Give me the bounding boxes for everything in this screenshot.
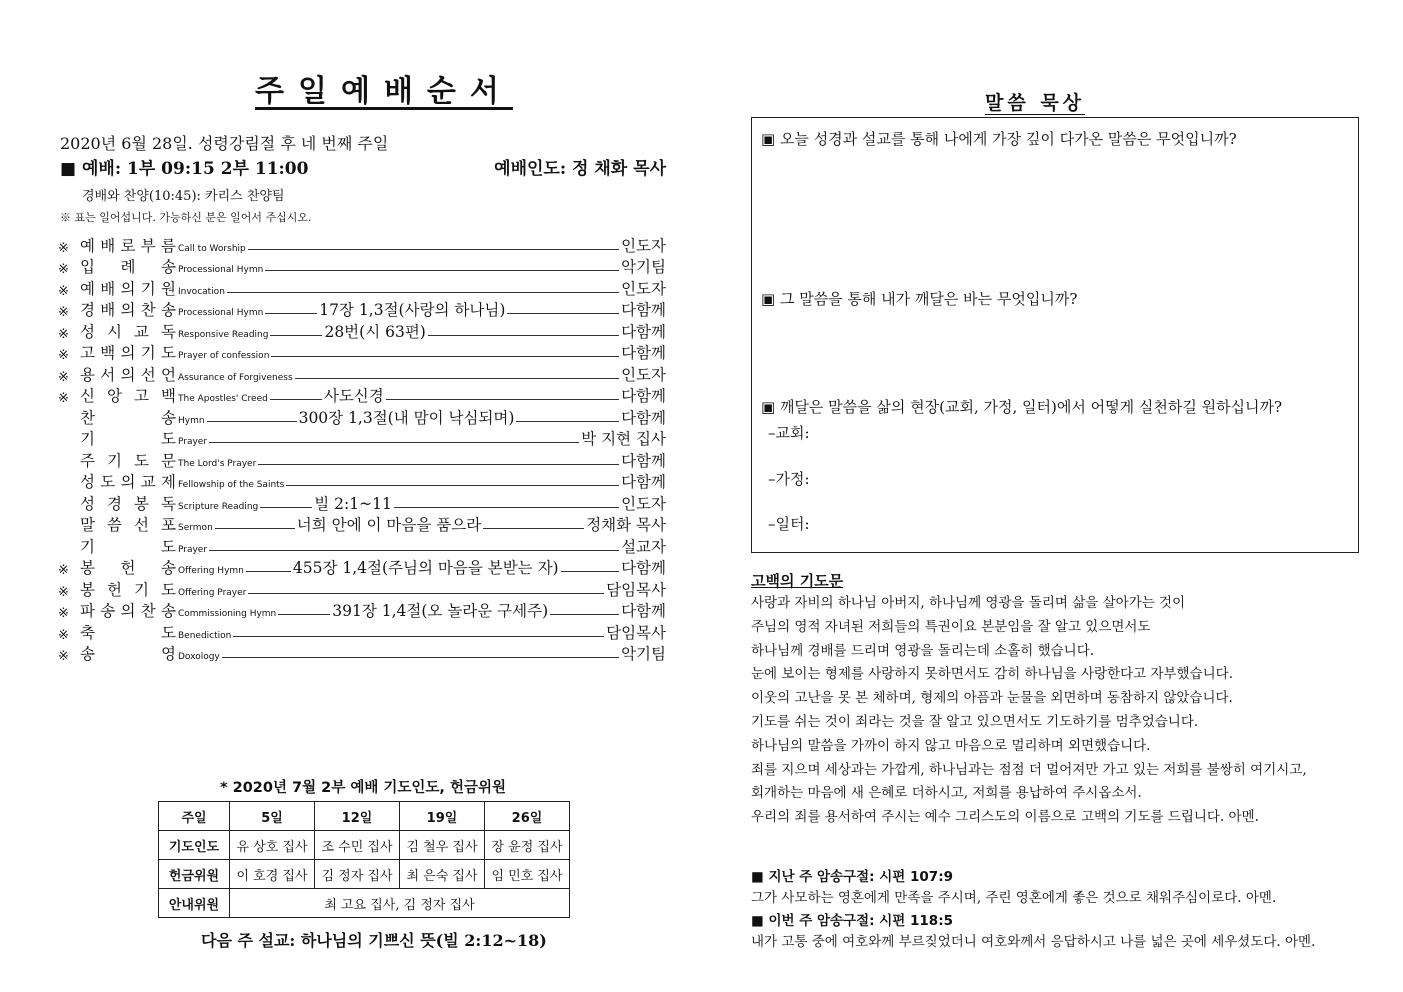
leader-line <box>265 313 317 314</box>
order-item <box>58 471 666 493</box>
order-item-english: Doxology <box>178 652 220 662</box>
order-item <box>58 299 666 321</box>
order-item-english: Invocation <box>178 286 225 297</box>
sub-work: –일터: <box>768 515 810 533</box>
order-item <box>58 557 666 579</box>
order-item-leader: 다함께 <box>621 473 666 491</box>
order-item-leader: 인도자 <box>621 494 666 513</box>
leader-line <box>278 614 330 615</box>
next-sermon: 다음 주 설교: 하나님의 기쁘신 뜻(빌 2:12~18) <box>201 931 547 950</box>
page-title: 주일예배순서 <box>255 74 513 109</box>
order-item-leader: 악기팀 <box>621 645 666 663</box>
order-item-name: 봉 헌 송 <box>80 559 176 577</box>
table-row <box>159 860 570 889</box>
order-item-leader: 다함께 <box>621 387 666 405</box>
order-item-name: 입 례 송 <box>80 258 176 276</box>
leader-line <box>246 571 291 572</box>
order-item-detail: 사도신경 <box>323 387 384 405</box>
order-item-english: The Apostles' Creed <box>178 394 268 404</box>
confession-line: 회개하는 마음에 새 은혜로 더하시고, 저희를 용납하여 주시옵소서. <box>751 785 1142 802</box>
leader-line <box>209 550 619 551</box>
order-item-name: 신 앙 고 백 <box>80 387 176 405</box>
order-item-english: Prayer <box>178 437 208 447</box>
table-row <box>159 889 570 918</box>
table-header-cell: 26일 <box>485 802 570 831</box>
leader-line <box>209 442 579 443</box>
schedule-table <box>158 801 570 918</box>
order-item-leader: 다함께 <box>621 344 666 362</box>
leader-line <box>222 657 619 658</box>
order-item-english: The Lord's Prayer <box>178 458 257 469</box>
order-item-leader: 담임목사 <box>606 580 666 599</box>
leader-line <box>258 464 619 465</box>
table-header-cell: 주일 <box>159 802 230 831</box>
order-item-name: 성 도 의 교 제 <box>80 473 176 491</box>
date-line: 2020년 6월 28일. 성령강림절 후 네 번째 주일 <box>60 134 389 153</box>
confession-line: 이웃의 고난을 못 본 체하며, 형제의 아픔과 눈물을 외면하며 동참하지 않았습니다. <box>751 690 1233 707</box>
order-item-name: 용 서 의 선 언 <box>80 365 176 384</box>
leader-line <box>271 356 619 357</box>
meditation-title: 말씀 묵상 <box>985 92 1086 114</box>
order-item-leader: 다함께 <box>621 559 666 577</box>
order-item-name: 파 송 의 찬 송 <box>80 602 176 620</box>
leader-line <box>260 507 312 508</box>
leader-line <box>428 335 619 336</box>
order-item-detail: 17장 1,3절(사랑의 하나님) <box>319 301 506 319</box>
order-item <box>58 428 666 450</box>
order-item-leader: 다함께 <box>621 451 666 470</box>
table-cell: 조 수민 집사 <box>315 831 400 860</box>
table-cell: 이 호경 집사 <box>230 860 315 889</box>
order-item-english: Hymn <box>178 415 205 426</box>
order-item <box>58 535 666 557</box>
table-row <box>159 831 570 860</box>
order-item <box>58 600 666 622</box>
order-item-leader: 설교자 <box>621 537 666 556</box>
order-item-detail: 391장 1,4절(오 놀라운 구세주) <box>332 602 549 620</box>
stand-mark: ※ <box>58 305 69 320</box>
order-item-detail: 455장 1,4절(주님의 마음을 본받는 자) <box>292 559 559 577</box>
leader-line <box>227 292 619 293</box>
order-item-leader: 다함께 <box>621 322 666 341</box>
leader-line <box>507 313 619 314</box>
order-item-name: 성 경 봉 독 <box>80 494 176 513</box>
order-item-english: Prayer <box>178 544 208 555</box>
order-item-name: 송 영 <box>80 645 176 663</box>
table-cell: 최 고요 집사, 김 정자 집사 <box>230 889 570 918</box>
table-cell: 최 은숙 집사 <box>400 860 485 889</box>
leader-line <box>483 528 584 529</box>
question-3: ▣ 깨달은 말씀을 삶의 현장(교회, 가정, 일터)에서 어떻게 실천하길 원하십니까? <box>761 398 1283 416</box>
order-item-english: Scripture Reading <box>178 501 259 512</box>
worship-order-list <box>58 234 666 664</box>
order-item-english: Call to Worship <box>178 243 246 254</box>
order-item-name: 기 도 <box>80 537 176 556</box>
question-2: ▣ 그 말씀을 통해 내가 깨달은 바는 무엇입니까? <box>761 290 1078 308</box>
order-item <box>58 449 666 471</box>
sub-church: –교회: <box>768 424 810 442</box>
order-item-english: Prayer of confession <box>178 351 270 361</box>
order-item-name: 고 백 의 기 도 <box>80 344 176 362</box>
leader-line <box>394 507 619 508</box>
table-row <box>159 802 570 831</box>
table-header-cell: 12일 <box>315 802 400 831</box>
order-item <box>58 256 666 278</box>
order-item <box>58 320 666 342</box>
stand-mark: ※ <box>58 584 69 600</box>
stand-mark: ※ <box>58 348 69 363</box>
order-item-english: Benediction <box>178 630 232 641</box>
stand-mark: ※ <box>58 240 69 256</box>
this-week-verse-text: 내가 고통 중에 여호와께 부르짖었더니 여호와께서 응답하시고 나를 넓은 곳에 세우셨도다. 아멘. <box>751 934 1316 950</box>
order-item <box>58 234 666 256</box>
order-item <box>58 578 666 600</box>
order-item <box>58 406 666 428</box>
stand-mark: ※ <box>58 563 69 578</box>
order-item-name: 예 배 의 기 원 <box>80 279 176 298</box>
leader-line <box>386 399 619 400</box>
order-item-leader: 인도자 <box>621 365 666 384</box>
order-item-name: 봉 헌 기 도 <box>80 580 176 599</box>
order-item-english: Offering Hymn <box>178 566 244 576</box>
table-cell: 유 상호 집사 <box>230 831 315 860</box>
order-item-english: Responsive Reading <box>178 329 269 340</box>
order-item-name: 예 배 로 부 름 <box>80 236 176 255</box>
order-item-leader: 다함께 <box>621 408 666 427</box>
leader-line <box>270 335 322 336</box>
table-row-label: 헌금위원 <box>159 860 230 889</box>
leader-line <box>248 593 604 594</box>
leader-line <box>215 528 295 529</box>
order-item-english: Processional Hymn <box>178 308 264 318</box>
order-item-leader: 인도자 <box>621 236 666 255</box>
leader-line <box>561 571 619 572</box>
order-item-detail: 300장 1,3절(내 맘이 낙심되며) <box>298 408 515 427</box>
order-item <box>58 492 666 514</box>
stand-mark: ※ <box>58 649 69 664</box>
order-item <box>58 342 666 364</box>
table-header-cell: 19일 <box>400 802 485 831</box>
order-item <box>58 363 666 385</box>
stand-note: ※ 표는 일어섭니다. 가능하신 분은 일어서 주십시오. <box>60 211 312 224</box>
stand-mark: ※ <box>58 627 69 643</box>
leader-line <box>265 270 619 271</box>
order-item-english: Sermon <box>178 523 213 533</box>
last-week-verse-label: ■ 지난 주 암송구절: 시편 107:9 <box>751 869 953 885</box>
confession-line: 죄를 지으며 세상과는 가깝게, 하나님과는 점점 더 멀어져만 가고 있는 저희를 불쌍히 여기시고, <box>751 761 1307 778</box>
leader-line <box>207 421 297 422</box>
stand-mark: ※ <box>58 262 69 277</box>
leader-line <box>286 485 619 486</box>
stand-mark: ※ <box>58 326 69 342</box>
order-item-detail: 28번(시 63편) <box>324 322 426 341</box>
confession-text <box>751 592 1307 830</box>
praise-line: 경배와 찬양(10:45): 카리스 찬양팀 <box>82 189 285 204</box>
order-item-name: 성 시 교 독 <box>80 322 176 341</box>
order-item-name: 말 씀 선 포 <box>80 516 176 534</box>
table-cell: 김 철우 집사 <box>400 831 485 860</box>
table-row-label: 안내위원 <box>159 889 230 918</box>
order-item-name: 주 기 도 문 <box>80 451 176 470</box>
confession-line: 눈에 보이는 형제를 사랑하지 못하면서도 감히 하나님을 사랑한다고 자부했습니다. <box>751 666 1234 683</box>
stand-mark: ※ <box>58 391 69 406</box>
confession-line: 하나님의 말씀을 가까이 하지 않고 마음으로 멀리하며 외면했습니다. <box>751 737 1151 754</box>
leader-line <box>295 378 619 379</box>
table-row-label: 기도인도 <box>159 831 230 860</box>
leader-line <box>516 421 619 422</box>
order-item-detail: 너희 안에 이 마음을 품으라 <box>296 516 482 534</box>
stand-mark: ※ <box>58 283 69 299</box>
service-times: ■ 예배: 1부 09:15 2부 11:00 <box>60 159 309 179</box>
this-week-verse-label: ■ 이번 주 암송구절: 시편 118:5 <box>751 913 953 929</box>
leader-line <box>248 249 619 250</box>
schedule-title: * 2020년 7월 2부 예배 기도인도, 헌금위원 <box>220 780 507 796</box>
table-cell: 장 윤정 집사 <box>485 831 570 860</box>
leader-line <box>233 636 604 637</box>
order-item-leader: 담임목사 <box>606 623 666 642</box>
leader-line <box>550 614 619 615</box>
order-item <box>58 514 666 536</box>
order-item-leader: 악기팀 <box>621 258 666 276</box>
order-item-leader: 다함께 <box>621 301 666 319</box>
table-header-cell: 5일 <box>230 802 315 831</box>
order-item-leader: 다함께 <box>621 602 666 620</box>
order-item-name: 찬 송 <box>80 408 176 427</box>
order-item-name: 경 배 의 찬 송 <box>80 301 176 319</box>
order-item-detail: 빌 2:1~11 <box>314 494 392 513</box>
order-item-english: Assurance of Forgiveness <box>178 372 293 383</box>
confession-line: 주님의 영적 자녀된 저희들의 특권이요 본분임을 잘 알고 있으면서도 <box>751 618 1151 635</box>
confession-line: 하나님께 경배를 드리며 영광을 돌리는데 소홀히 했습니다. <box>751 642 1095 659</box>
order-item-english: Offering Prayer <box>178 587 247 598</box>
order-item <box>58 385 666 407</box>
order-item-name: 기 도 <box>80 430 176 448</box>
table-cell: 김 정자 집사 <box>315 860 400 889</box>
order-item <box>58 643 666 665</box>
order-item-name: 축 도 <box>80 623 176 642</box>
stand-mark: ※ <box>58 606 69 621</box>
order-item-english: Processional Hymn <box>178 265 264 275</box>
stand-mark: ※ <box>58 369 69 385</box>
confession-line: 우리의 죄를 용서하여 주시는 예수 그리스도의 이름으로 고백의 기도를 드립니다. 아멘. <box>751 809 1259 826</box>
order-item <box>58 277 666 299</box>
confession-line: 기도를 쉬는 것이 죄라는 것을 잘 알고 있으면서도 기도하기를 멈추었습니다. <box>751 713 1199 730</box>
service-info <box>60 154 666 179</box>
order-item-english: Fellowship of the Saints <box>178 480 285 490</box>
sub-home: –가정: <box>768 470 810 488</box>
question-1: ▣ 오늘 성경과 설교를 통해 나에게 가장 깊이 다가온 말씀은 무엇입니까? <box>761 130 1237 148</box>
order-item-leader: 박 지현 집사 <box>581 430 666 448</box>
leader-line <box>270 399 322 400</box>
confession-title: 고백의 기도문 <box>751 572 844 590</box>
order-item <box>58 621 666 643</box>
table-cell: 임 민호 집사 <box>485 860 570 889</box>
confession-line: 사랑과 자비의 하나님 아버지, 하나님께 영광을 돌리며 삶을 살아가는 것이 <box>751 595 1186 611</box>
order-item-leader: 정채화 목사 <box>586 516 666 534</box>
order-item-leader: 인도자 <box>621 279 666 298</box>
order-item-english: Commissioning Hymn <box>178 609 277 619</box>
last-week-verse-text: 그가 사모하는 영혼에게 만족을 주시며, 주린 영혼에게 좋은 것으로 채워주심이로다. 아멘. <box>751 890 1277 906</box>
worship-leader: 예배인도: 정 채화 목사 <box>494 159 666 179</box>
meditation-box <box>751 117 1359 553</box>
